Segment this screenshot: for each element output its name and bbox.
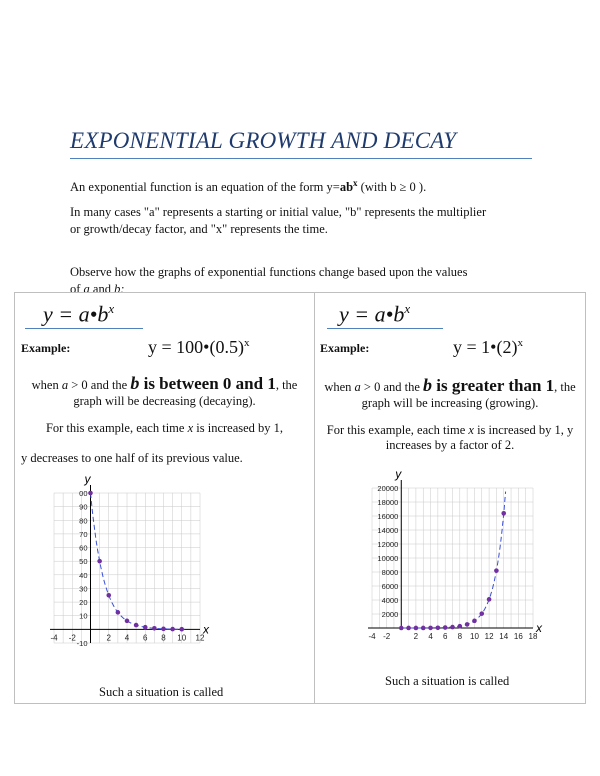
growth-chart (355, 469, 555, 649)
decay-data-point (152, 626, 157, 631)
decay-column (15, 293, 315, 703)
growth-data-point (458, 624, 463, 629)
decay-equation-sup: x (243, 337, 250, 349)
decay-cond-bold: is between 0 and 1 (139, 374, 276, 393)
decay-example-label: Example: (21, 341, 71, 355)
decay-each-line2: y decreases to one half of its previous value. (21, 451, 243, 465)
growth-data-point (443, 625, 448, 630)
decay-y-tick-label: 60 (79, 543, 88, 553)
growth-each-pre: For this example, each time (326, 423, 469, 437)
growth-data-point (414, 626, 419, 631)
growth-each-line2: increases by a factor of 2. (385, 438, 515, 452)
intro-x-sup: x (353, 178, 358, 188)
growth-data-point (406, 626, 411, 631)
growth-x-tick-label: -4 (368, 632, 376, 641)
decay-data-point (170, 627, 175, 632)
growth-y-tick-label: 2000 (381, 610, 399, 619)
decay-data-point (179, 627, 184, 632)
decay-called: Such a situation is called (99, 685, 224, 699)
decay-x-tick-label: -4 (50, 633, 58, 643)
growth-x-tick-label: 10 (470, 632, 479, 641)
growth-each (315, 423, 585, 453)
growth-general-formula (339, 301, 410, 327)
intro-roles-line1: In many cases "a" represents a starting or initial value, "b" represents the multiplier (70, 205, 487, 219)
growth-cond-post: , the (554, 380, 576, 394)
decay-y-tick-label: 70 (79, 529, 88, 539)
intro-observe-line1: Observe how the graphs of exponential functions change based upon the values (70, 265, 468, 279)
growth-cond-line2: graph will be increasing (growing). (361, 396, 539, 410)
growth-data-point (450, 625, 455, 630)
observe-b: b: (114, 282, 125, 296)
decay-cond-pre: when (31, 378, 62, 392)
growth-data-point (399, 626, 404, 631)
page-title: EXPONENTIAL GROWTH AND DECAY (70, 128, 457, 153)
decay-y-tick-label: 80 (79, 516, 88, 526)
decay-each-line1 (15, 421, 314, 436)
decay-example-equation (148, 337, 249, 358)
growth-equation-text: y = 1•(2) (453, 337, 518, 357)
growth-y-axis-label: y (395, 467, 402, 481)
decay-data-point (88, 491, 93, 496)
decay-general-formula (43, 301, 114, 327)
observe-and: and (89, 282, 115, 296)
decay-each-pre: For this example, each time (45, 421, 188, 435)
growth-x-axis-label: x (536, 621, 542, 635)
growth-x-tick-label: 12 (484, 632, 494, 641)
growth-y-tick-label: 14000 (377, 526, 399, 535)
decay-y-tick-label: 90 (79, 502, 88, 512)
growth-data-point (479, 611, 484, 616)
decay-x-axis-label: x (203, 622, 209, 637)
growth-x-tick-label: 2 (413, 632, 419, 641)
decay-cond-post: , the (275, 378, 298, 392)
decay-x-tick-label: 10 (177, 633, 187, 643)
growth-example-label: Example: (320, 341, 370, 355)
growth-x-tick-label: 18 (528, 632, 538, 641)
decay-condition (15, 373, 314, 409)
growth-example-equation (453, 337, 523, 358)
decay-x-tick-label: -2 (68, 633, 76, 643)
decay-y-tick-label: 30 (79, 584, 88, 594)
growth-x-tick-label: 14 (499, 632, 509, 641)
decay-formula-text: y = a•b (43, 301, 109, 327)
intro-definition-tail: (with b ≥ 0 ). (357, 180, 427, 195)
decay-data-point (134, 623, 139, 628)
intro-roles (70, 204, 540, 238)
growth-each-x: x (468, 423, 474, 437)
growth-curve (401, 492, 505, 628)
decay-equation-text: y = 100•(0.5) (148, 337, 244, 357)
decay-y-tick-label: -10 (76, 639, 88, 648)
decay-x-tick-label: 8 (161, 633, 166, 643)
decay-data-point (143, 625, 148, 630)
observe-a: a (83, 282, 90, 296)
growth-x-tick-label: 16 (513, 632, 523, 641)
growth-y-tick-label: 6000 (381, 582, 399, 591)
title-underline (70, 158, 532, 159)
growth-data-point (487, 597, 492, 602)
decay-data-point (125, 619, 130, 624)
growth-data-point (465, 622, 470, 627)
decay-cond-a: a (61, 378, 69, 392)
growth-cond-mid: > 0 and the (360, 380, 424, 394)
decay-x-tick-label: 12 (195, 633, 205, 643)
growth-data-point (428, 626, 433, 631)
growth-data-point (436, 625, 441, 630)
growth-x-tick-label: 8 (457, 632, 463, 641)
decay-x-tick-label: 6 (143, 633, 148, 643)
decay-y-tick-label: 10 (79, 611, 88, 621)
growth-x-tick-label: 4 (428, 632, 433, 641)
decay-each-x: x (187, 421, 194, 435)
growth-column (315, 293, 585, 703)
intro-ab: ab (339, 180, 354, 195)
growth-data-point (494, 568, 499, 573)
growth-cond-b: b (423, 375, 433, 395)
decay-y-tick-label: 50 (79, 557, 88, 567)
growth-data-point (501, 511, 506, 516)
growth-y-tick-label: 4000 (381, 596, 399, 605)
decay-y-axis-label: y (84, 472, 91, 486)
growth-cond-a: a (354, 380, 361, 394)
growth-y-tick-label: 12000 (377, 540, 399, 549)
growth-y-tick-label: 8000 (381, 568, 399, 577)
decay-x-tick-label: 4 (124, 633, 130, 643)
growth-formula-sup: x (404, 301, 411, 316)
decay-y-tick-label: 40 (79, 570, 88, 580)
growth-x-tick-label: 6 (442, 632, 448, 641)
growth-y-tick-label: 20000 (377, 484, 399, 493)
decay-data-point (97, 559, 102, 564)
intro-definition (70, 175, 540, 196)
growth-called: Such a situation is called (385, 674, 510, 688)
growth-y-tick-label: 18000 (377, 498, 399, 507)
growth-each-post: is increased by 1, y (473, 423, 574, 437)
observe-of: of (70, 282, 84, 296)
decay-cond-mid: > 0 and the (68, 378, 131, 392)
growth-condition (315, 375, 585, 411)
examples-table (14, 292, 586, 704)
decay-y-tick-label: 20 (79, 598, 88, 608)
decay-x-tick-label: 2 (106, 633, 111, 643)
intro-roles-line2: or growth/decay factor, and "x" represents the time. (70, 222, 328, 236)
growth-cond-bold: is greater than 1 (432, 376, 555, 395)
growth-data-point (421, 626, 426, 631)
decay-cond-b: b (130, 373, 140, 393)
growth-formula-text: y = a•b (339, 301, 405, 327)
decay-data-point (106, 593, 111, 598)
growth-x-tick-label: -2 (383, 632, 391, 641)
decay-y-tick-label: 00 (79, 489, 88, 498)
decay-chart (32, 472, 212, 661)
decay-data-point (161, 627, 166, 632)
decay-formula-sup: x (108, 301, 115, 316)
growth-formula-underline (327, 328, 443, 329)
growth-equation-sup: x (517, 337, 523, 349)
intro-definition-text: An exponential function is an equation of the form y= (70, 180, 340, 195)
decay-formula-underline (25, 328, 143, 329)
growth-y-tick-label: 16000 (377, 512, 399, 521)
decay-cond-line2: graph will be decreasing (decaying). (73, 394, 256, 408)
growth-y-tick-label: 10000 (377, 554, 399, 563)
growth-data-point (472, 619, 477, 624)
decay-each-post: is increased by 1, (193, 421, 284, 435)
decay-data-point (116, 610, 121, 615)
growth-cond-pre: when (324, 380, 355, 394)
